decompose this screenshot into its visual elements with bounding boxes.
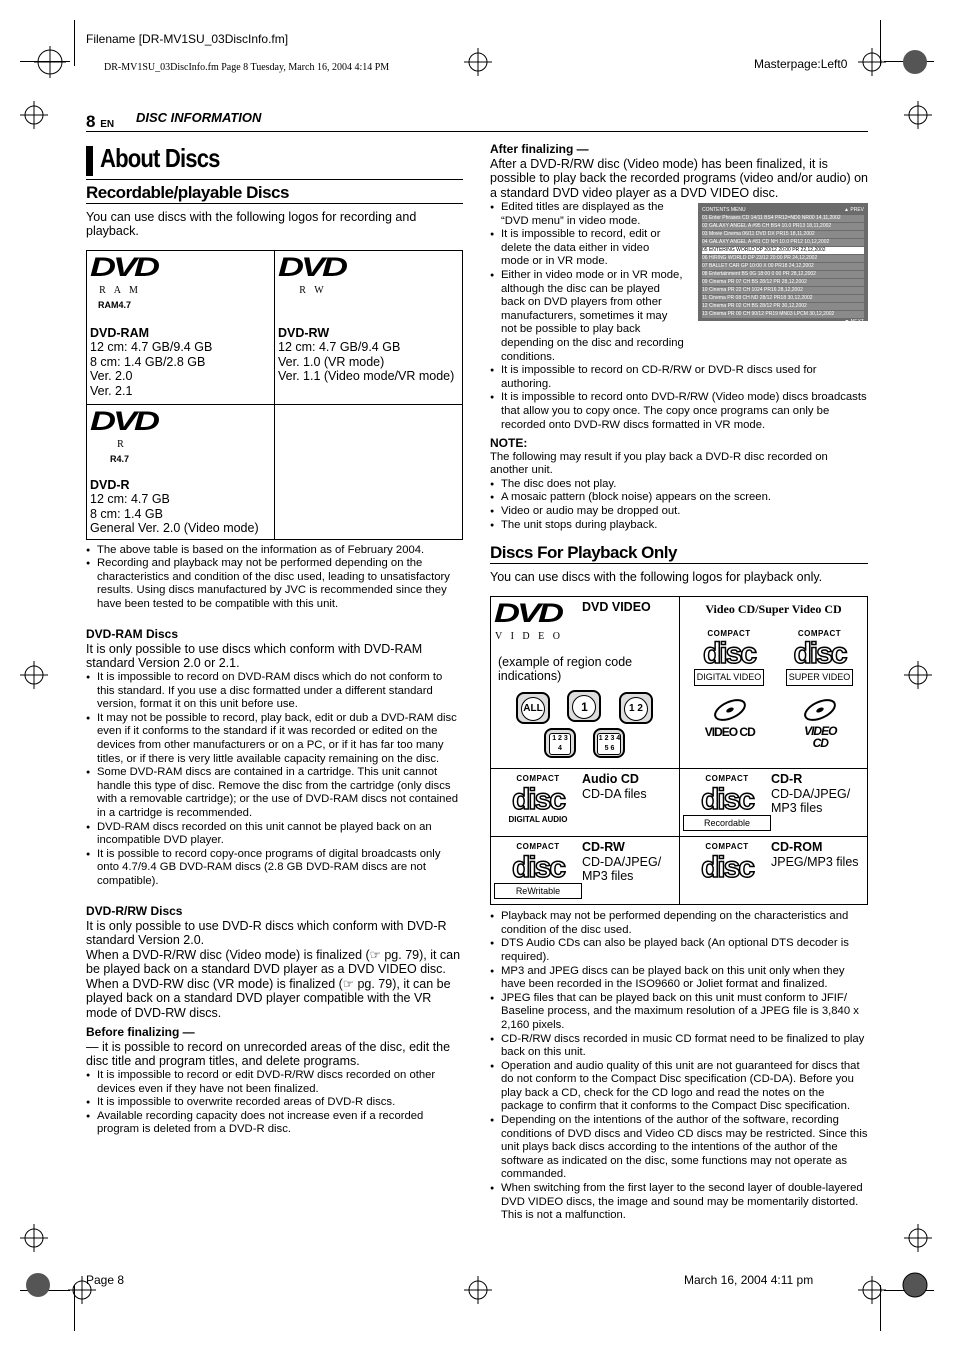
disc-text: disc: [700, 850, 754, 884]
dvd-video-logo: [494, 597, 582, 645]
menu-row: 12 Cinema PR 02 CH BS 28/12 PR 30,12,2002: [702, 303, 864, 310]
cd-rom-info: [771, 840, 859, 881]
video-cd-logo: [705, 698, 755, 750]
recordable-disc-table: [86, 250, 463, 540]
disc-name: DVD-RW: [278, 325, 330, 340]
list-item: ● It is impossible to record on DVD-RAM discs which do not conform to this standard. If you use a disc formatted under a different standard version, format it on this unit before use.: [86, 671, 463, 712]
list-item: ● The disc does not play.: [490, 478, 868, 492]
logo-tag: Recordable: [683, 815, 771, 832]
cd-rw-logo: [494, 840, 582, 899]
disc-spec: General Ver. 2.0 (Video mode): [90, 521, 259, 535]
section-label: DISC INFORMATION: [136, 110, 262, 125]
region-label: ALL: [521, 697, 545, 721]
dvd-logo-text: DVD: [278, 250, 346, 282]
audio-cd-row: [494, 772, 676, 827]
list-item: ● Recording and playback may not be performed depending on the characteristics and condition of the disc used, leading to unsatisfactory results. Using discs manufactured by JVC is recommended since they have been tested to be compatible with this unit.: [86, 557, 463, 611]
header-rule: [86, 131, 868, 132]
cd-rom-logo: [683, 840, 771, 884]
logo-sub2: RAM4.7: [98, 300, 132, 310]
after-block: [490, 201, 868, 432]
empty-cell: [275, 404, 463, 539]
logo-tag: SUPER VIDEO: [786, 669, 854, 686]
disc-name: CD-ROM: [771, 840, 823, 855]
logo-sub: V I D E O: [495, 631, 563, 643]
list-item: ● It is impossible to record or edit DVD-R/RW discs recorded on other devices even if they have not been finalized.: [86, 1069, 463, 1096]
playback-intro: You can use discs with the following logos for playback only.: [490, 569, 823, 584]
list-item: ● DVD-RAM discs recorded on this unit cannot be played back on an incompatible DVD player.: [86, 821, 463, 848]
list-item: ● The above table is based on the information as of February 2004.: [86, 544, 463, 558]
rrw-paragraph: It is only possible to use DVD-R discs which conform with DVD-R standard Version 2.0.: [86, 918, 447, 948]
disc-spec: Ver. 1.1 (Video mode/VR mode): [278, 369, 455, 383]
logo-sub: R A M: [99, 284, 141, 296]
list-item: ● Video or audio may be dropped out.: [490, 505, 868, 519]
disc-desc: CD-DA/JPEG/ MP3 files: [771, 786, 851, 816]
cd-rw-row: [494, 840, 676, 899]
compact-text: COMPACT: [516, 842, 560, 852]
dvd-ram-cell: [87, 250, 275, 404]
cd-r-info: [771, 772, 857, 831]
compact-text: COMPACT: [516, 774, 560, 784]
cd-rw-info: [582, 840, 672, 899]
disc-name: Audio CD: [582, 772, 639, 787]
disc-name: DVD-R: [90, 477, 130, 492]
footer-date: March 16, 2004 4:11 pm: [684, 1273, 814, 1287]
ram-heading: DVD-RAM Discs: [86, 627, 179, 642]
menu-next: ▼ NEXT: [844, 319, 864, 325]
left-column: [86, 183, 463, 1137]
lang-label: EN: [100, 119, 115, 130]
dvd-logo-text: DVD: [90, 250, 158, 282]
note-heading: NOTE:: [490, 436, 528, 451]
before-text: — it is possible to record on unrecorded areas of the disc, edit the disc title and program titles, and delete programs.: [86, 1039, 451, 1069]
menu-row: 08 Entertainment BS 0G 18:00 0 00 PR 28,12,2002: [702, 271, 864, 278]
playback-heading: Discs For Playback Only: [490, 546, 868, 564]
menu-row: 05 ENTERING WORLD DP 20/12 20:00 PR 22,12,2002: [702, 247, 864, 254]
masterpage-label: Masterpage:Left0: [754, 57, 848, 71]
dvd-logo-text: DVD: [494, 597, 562, 628]
logo-sub2: R4.7: [110, 454, 130, 464]
list-item: ● CD-R/RW discs recorded in music CD format need to be finalized to play back on this unit.: [490, 1033, 868, 1060]
disc-spec: 8 cm: 1.4 GB: [90, 506, 163, 521]
disc-name: CD-RW: [582, 840, 625, 855]
region-1-icon: [567, 690, 601, 722]
after-text: After a DVD-R/RW disc (Video mode) has been finalized, it is possible to play back the recorded programs (video and/or audio) on a standard DVD video player as a DVD VIDEO disc.: [490, 156, 868, 200]
before-bullets: [86, 1069, 463, 1137]
cd-r-logo: [683, 772, 771, 831]
region-note: (example of region code indications): [498, 654, 633, 684]
list-item: ● It is impossible to overwrite recorded areas of DVD-R discs.: [86, 1096, 463, 1110]
title-bar: [86, 146, 93, 176]
list-item: ● It is impossible to record on CD-R/RW or DVD-R discs used for authoring.: [490, 364, 868, 391]
rrw-paragraph: When a DVD-R/RW disc (Video mode) is finalized (☞ pg. 79), it can be played back on a standard DVD player as a DVD VIDEO disc.: [86, 947, 461, 977]
logo-sub: R W: [299, 284, 327, 296]
list-item: ● It is impossible to record, edit or delete the data either in video mode or in VR mode.: [490, 228, 868, 269]
menu-row: 06 HIRING WORLD DP 23/12 20:00 PR 24,12,2002: [702, 255, 864, 262]
note-text: The following may result if you play back a DVD-R disc recorded on another unit.: [490, 450, 828, 477]
disc-icon: [710, 698, 750, 722]
after-bullets: [490, 201, 868, 432]
footer-page: Page 8: [86, 1273, 125, 1287]
audio-cd-info: [582, 772, 647, 827]
vcd-logos-row2: [683, 698, 864, 750]
video-cd-cell: [680, 597, 868, 769]
table-notes: [86, 544, 463, 612]
region-4-icon: [544, 728, 576, 758]
compact-text: COMPACT: [707, 628, 751, 638]
disc-spec: Ver. 2.1: [90, 383, 133, 398]
menu-row: 11 Cinema PR 08 CH ND 28/12 PR18 30,12,2002: [702, 295, 864, 302]
region-icons: [494, 690, 676, 724]
disc-text: disc: [793, 637, 846, 671]
title-rule: [86, 179, 463, 180]
note-bullets: [490, 478, 868, 532]
region-6-icon: [593, 728, 625, 758]
page-title: About Discs: [100, 143, 220, 173]
page-number-text: 8: [86, 112, 96, 131]
compact-text: COMPACT: [797, 628, 842, 638]
ram-bullets: [86, 671, 463, 889]
list-item: ● Depending on the intentions of the author of the software, recording conditions of DVD discs and Video CD discs may be restricted. Since this unit plays back discs according to the intentions of the author of the software as indicated on the disc, some functions may not operate as commanded.: [490, 1114, 868, 1182]
list-item: ● It is impossible to record onto DVD-R/RW (Video mode) discs broadcasts that allow you to copy once. The copy once programs can only be recorded onto DVD-RW discs formatted in VR mode.: [490, 391, 868, 432]
audio-cd-logo: [494, 772, 582, 827]
recordable-intro: You can use discs with the following logos for recording and playback.: [86, 209, 417, 238]
rrw-heading: DVD-R/RW Discs: [86, 904, 183, 919]
disc-spec: Ver. 2.0: [90, 369, 133, 383]
dvd-r-logo: [90, 404, 271, 478]
list-item: ● When switching from the first layer to the second layer of double-layered DVD VIDEO discs, the image and sound may be momentarily distorted. This is not a malfunction.: [490, 1182, 868, 1223]
video-cd-logo-2: [798, 698, 842, 750]
region-icons-row2: [494, 728, 676, 758]
super-video-logo: [786, 627, 854, 686]
list-item: ● JPEG files that can be played back on this unit must conform to JFIF/ Baseline process, and the maximum resolution of a JPEG file is 3,840 x 2,160 pixels.: [490, 992, 868, 1033]
disc-text: disc: [511, 850, 565, 884]
region-2-icon: [619, 692, 653, 724]
list-item: ● Playback may not be performed depending on the characteristics and condition of the disc used.: [490, 910, 868, 937]
menu-row: 10 Cinema PR 22 CH 1024 PR16 28,12,2002: [702, 287, 864, 294]
disc-spec: 12 cm: 4.7 GB: [90, 492, 170, 506]
disc-name: DVD-RAM: [90, 325, 150, 340]
disc-spec: 8 cm: 1.4 GB/2.8 GB: [90, 354, 206, 369]
recordable-heading: Recordable/playable Discs: [86, 186, 463, 204]
menu-row: 07 BALLET CAR GP 10:00 X 00 PR18 24,12,2002: [702, 263, 864, 270]
playback-disc-table: [490, 596, 868, 905]
disc-spec: Ver. 1.0 (VR mode): [278, 354, 385, 369]
vcd-text: VIDEO CD: [804, 724, 837, 751]
disc-name: CD-R: [771, 772, 803, 787]
list-item: ● Some DVD-RAM discs are contained in a cartridge. This unit cannot handle this type of disc. Remove the disc from the cartridge (only discs with a removable cartridge); or the use of DVD-RAM discs not contained in a cartridge is recommended.: [86, 766, 463, 820]
dvd-rw-cell: [275, 250, 463, 404]
after-heading: After finalizing —: [490, 142, 589, 156]
menu-title: CONTENTS MENU: [702, 207, 746, 213]
after-bullet-text: ● Either in video mode or in VR mode, although the disc can be played back on DVD players from other manufacturers, sometimes it may not be possible to play back depending on the disc and recording conditions.: [501, 268, 684, 363]
list-item: ● DTS Audio CDs can also be played back (An optional DTS decoder is required).: [490, 937, 868, 964]
disc-desc: CD-DA files: [582, 786, 647, 801]
disc-text: disc: [511, 782, 565, 816]
page-number: [86, 112, 114, 132]
cd-r-cell: [680, 769, 868, 837]
list-item: [490, 269, 868, 364]
cd-rom-row: [683, 840, 864, 884]
disc-spec: 12 cm: 4.7 GB/9.4 GB: [278, 340, 401, 354]
vcd-heading: Video CD/Super Video CD: [705, 602, 842, 617]
dvd-ram-logo: [90, 250, 271, 326]
dvd-logo-text: DVD: [90, 404, 158, 436]
logo-tag: ReWritable: [494, 883, 582, 900]
compact-text: COMPACT: [705, 774, 749, 784]
disc-desc: CD-DA/JPEG/ MP3 files: [582, 854, 662, 884]
compact-text: COMPACT: [705, 842, 749, 852]
disc-spec: 12 cm: 4.7 GB/9.4 GB: [90, 340, 213, 354]
menu-row: 13 Cinema PR 00 CH 90/12 PR19 MN03 LPCM 30,12,2002: [702, 311, 864, 318]
cd-rom-cell: [680, 837, 868, 905]
list-item: ● Available recording capacity does not increase even if a recorded program is deleted from a DVD-R disc.: [86, 1110, 463, 1137]
right-column: [490, 142, 868, 1223]
disc-icon: [800, 698, 840, 722]
disc-desc: JPEG/MP3 files: [771, 854, 859, 869]
ram-intro: It is only possible to use discs which conform with DVD-RAM standard Version 2.0 or 2.1.: [86, 641, 423, 671]
menu-row: 09 Cinema PR 07 CH BS 28/12 PR 28,12,2002: [702, 279, 864, 286]
fm-info-line: DR-MV1SU_03DiscInfo.fm Page 8 Tuesday, March 16, 2004 4:14 PM: [104, 62, 390, 73]
region-label: 1 2: [624, 697, 648, 721]
list-item: ● The unit stops during playback.: [490, 519, 868, 533]
list-item: ● It is possible to record copy-once programs of digital broadcasts only onto 4.7/9.4 GB DVD-RAM discs (2.8 GB DVD-RAM discs are not compatible).: [86, 848, 463, 889]
dvd-video-top: [494, 597, 676, 645]
menu-row: 03 Movie Cinema 06/11 DVD DX PR15 18,11,2002: [702, 231, 864, 238]
list-item: ● Edited titles are displayed as the “DVD menu” in video mode.: [490, 201, 868, 228]
disc-text: disc: [702, 637, 755, 671]
disc-text: disc: [700, 782, 754, 816]
menu-row: 02 GALAXY ANGEL A #95 CH BS4 10.0 PR13 18,11,2002: [702, 223, 864, 230]
region-label: 1: [572, 695, 596, 719]
list-item: ● Operation and audio quality of this unit are not guaranteed for discs that do not conform to the Compact Disc specification (CD-DA). Before you play back a CD, check for the CD logo and read the notes on the package to confirm that it conforms to the Compact Disc specification.: [490, 1060, 868, 1114]
playback-bullets: [490, 910, 868, 1223]
dvd-r-cell: [87, 404, 275, 539]
vcd-text: VIDEO CD: [704, 725, 755, 740]
cd-rw-cell: [491, 837, 680, 905]
region-all-icon: [516, 692, 550, 724]
logo-tag: DIGITAL AUDIO: [508, 814, 568, 824]
menu-row: 01 Enter Phrases CD 14/11 BS4 PR12=ND0 NR00 14,11,2002: [702, 215, 864, 222]
region-label: 1 2 3 4: [549, 733, 571, 755]
list-item: ● It may not be possible to record, play back, edit or dub a DVD-RAM disc even if it conforms to the standard if it was recorded or edited on the devices from other manufacturers or on a PC, or if it has far too many titles, or if there is very little available capacity remaining on the disc.: [86, 712, 463, 766]
list-item: ● A mosaic pattern (block noise) appears on the screen.: [490, 491, 868, 505]
filename-label: Filename [DR-MV1SU_03DiscInfo.fm]: [86, 32, 289, 46]
list-item: ● MP3 and JPEG discs can be played back on this unit only when they have been recorded in the ISO9660 or Joliet format and finalized.: [490, 965, 868, 992]
logo-tag: DIGITAL VIDEO: [694, 669, 765, 686]
dvd-rw-logo: [278, 250, 459, 326]
menu-row: 04 GALAXY ANGEL A #81 CD NH 10.0 PR12 10,12,2002: [702, 239, 864, 246]
audio-cd-cell: [491, 769, 680, 837]
vcd-logos: [683, 627, 864, 686]
menu-prev: ▲ PREV: [844, 207, 864, 213]
before-heading: Before finalizing —: [86, 1025, 195, 1040]
region-label: 1 2 3 4 5 6: [597, 733, 621, 755]
digital-video-logo: [694, 627, 765, 686]
rrw-paragraph: When a DVD-RW disc (VR mode) is finalized (☞ pg. 79), it can be played back on a standard DVD player compatible with the VR mode of DVD-RW discs.: [86, 976, 451, 1020]
dvd-video-cell: [491, 597, 680, 769]
logo-sub: R: [117, 438, 127, 450]
disc-name: DVD VIDEO: [582, 600, 651, 615]
cd-r-row: [683, 772, 864, 831]
